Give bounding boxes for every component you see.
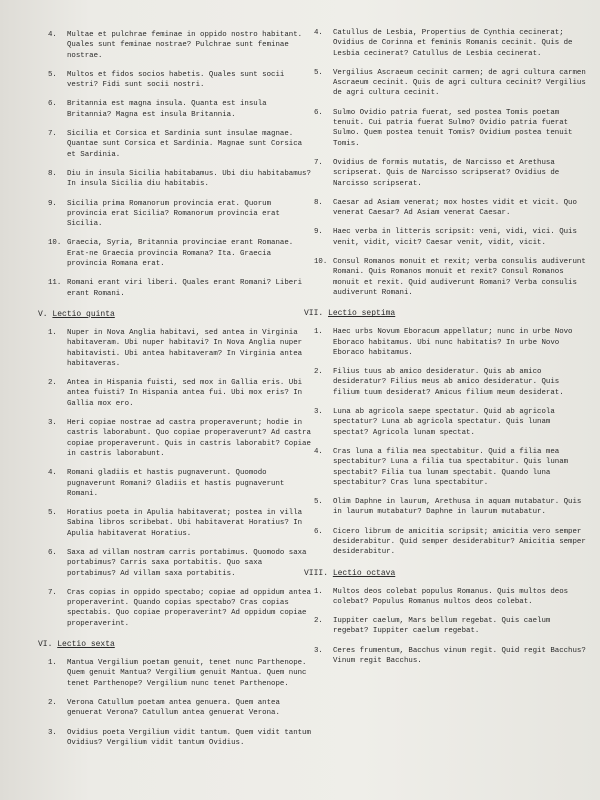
exercise-item <box>48 99 313 120</box>
exercise-item <box>314 327 586 358</box>
exercise-number: 6. <box>314 527 323 536</box>
exercise-item <box>314 198 586 219</box>
exercise-number: 6. <box>48 100 57 109</box>
group-vi-continued-list <box>314 28 586 298</box>
exercise-number: 9. <box>314 228 323 237</box>
section-title: Lectio octava <box>332 568 396 578</box>
exercise-text: Caesar ad Asiam venerat; mox hostes vidit et vicit. Quo venerat Caesar? Ad Asiam venerat Caesar. <box>333 198 577 218</box>
exercise-item <box>314 447 586 488</box>
exercise-text: Vergilius Ascraeum cecinit carmen; de agri cultura carmen Ascraeum cecinit. Quis de agri cultura cecinit? Vergilius de agri cultura cecinit. <box>333 68 586 98</box>
exercise-number: 4. <box>314 29 323 37</box>
exercise-text: Diu in insula Sicilia habitabamus. Ubi diu habitabamus? In insula Sicilia diu habitabis. <box>67 169 311 189</box>
exercise-text: Romani erant viri liberi. Quales erant Romani? Liberi erant Romani. <box>67 279 303 298</box>
exercise-item <box>314 68 586 99</box>
exercise-number: 2. <box>314 368 323 377</box>
section-viii-heading <box>304 568 586 579</box>
exercise-number: 11. <box>48 279 62 288</box>
exercise-text: Horatius poeta in Apulia habitaverat; postea in villa Sabina libros scribebat. Ubi habitaverat Horatius? In Apulia habitaverat Horatius. <box>67 509 303 538</box>
exercise-item <box>48 129 313 160</box>
exercise-number: 6. <box>48 548 57 557</box>
exercise-number: 8. <box>48 169 57 178</box>
exercise-item <box>48 199 313 230</box>
exercise-text: Graecia, Syria, Britannia provinciae erant Romanae. Erat-ne Graecia provincia Romana? Ita. Graecia provincia Romana erat. <box>67 239 294 269</box>
exercise-number: 1. <box>314 587 323 596</box>
exercise-number: 1. <box>314 328 323 337</box>
section-vi-list <box>48 658 313 748</box>
exercise-number: 8. <box>314 198 323 207</box>
exercise-number: 5. <box>48 509 57 518</box>
exercise-number: 7. <box>314 158 323 167</box>
exercise-item <box>48 278 313 299</box>
left-column <box>38 30 313 757</box>
exercise-item <box>48 169 313 190</box>
exercise-item <box>48 30 313 61</box>
exercise-item <box>314 497 586 518</box>
exercise-item <box>314 616 586 637</box>
section-vii-list <box>314 327 586 557</box>
exercise-text: Luna ab agricola saepe spectatur. Quid ab agricola spectatur? Luna ab agricola spectatur. Quis lunam spectat? Agricola lunam spectat. <box>333 408 555 437</box>
exercise-text: Saxa ad villam nostram carris portabimus. Quomodo saxa portabimus? Carris saxa portabitis. Quo saxa portabimus? Ad villam saxa portabitis. <box>67 548 307 578</box>
exercise-item <box>48 728 313 749</box>
exercise-item <box>48 658 313 689</box>
exercise-number: 2. <box>48 379 57 388</box>
exercise-number: 3. <box>314 408 323 417</box>
exercise-text: Consul Romanos monuit et rexit; verba consulis audiverunt Romani. Quis Romanos monuit et rexit? Consul Romanos monuit et rexit. Quid audiverunt Romani? Verba consulis audiverunt Romani. <box>333 258 586 297</box>
exercise-text: Multos deos colebat populus Romanus. Quis multos deos colebat? Populus Romanus multos deos colebat. <box>333 587 569 606</box>
exercise-text: Filius tuus ab amico desideratur. Quis ab amico desideratur? Filius meus ab amico desideratur. Quis filium tuum desiderat? Amicus filium meum desiderat. <box>333 368 564 397</box>
exercise-text: Verona Catullum poetam antea genuera. Quem antea genuerat Verona? Catullum antea genuerat Verona. <box>67 698 280 718</box>
exercise-item <box>48 468 313 499</box>
exercise-number: 7. <box>48 130 57 139</box>
exercise-text: Sulmo Ovidio patria fuerat, sed postea Tomis poetam tenuit. Cui patria fuerat Sulmo? Ovidio patria fuerat Sulmo. Quem postea tenuit Tomis? Ovidium postea tenuit Tomis. <box>333 108 573 148</box>
exercise-text: Ovidius de formis mutatis, de Narcisso et Arethusa scripserat. Quis de Narcisso scripserat? Ovidius de Narcisso scripserat. <box>333 158 560 188</box>
exercise-item <box>314 527 586 558</box>
right-column <box>304 28 586 675</box>
exercise-item <box>314 407 586 438</box>
exercise-item <box>314 367 586 398</box>
exercise-text: Cras luna a filia mea spectabitur. Quid a filia mea spectabitur? Luna a filia tua spectabitur. Quis lunam spectabit? Filia tua lunam spectabit. Quando luna spectabitur? Cras luna spectabitur. <box>333 447 569 487</box>
exercise-item <box>314 28 586 59</box>
exercise-number: 5. <box>48 70 57 79</box>
exercise-number: 2. <box>48 698 57 707</box>
exercise-number: 1. <box>48 659 57 668</box>
exercise-item <box>48 508 313 539</box>
exercise-text: Sicilia prima Romanorum provincia erat. Quorum provincia erat Sicilia? Romanorum provincia erat Sicilia. <box>67 199 280 229</box>
exercise-text: Haec urbs Novum Eboracum appellatur; nunc in urbe Novo Eboraco habitamus. Ubi nunc habitatis? In urbe Novo Eboraco habitamus. <box>333 328 573 357</box>
exercise-item <box>314 158 586 189</box>
exercise-item <box>48 328 313 369</box>
section-v-list <box>48 328 313 629</box>
section-vi-heading <box>38 639 313 650</box>
exercise-number: 5. <box>314 68 323 77</box>
exercise-item <box>314 108 586 149</box>
exercise-text: Mantua Vergilium poetam genuit, tenet nunc Parthenope. Quem genuit Mantua? Vergilium genuit Mantua. Quem nunc tenet Parthenope? Vergilium nunc tenet Parthenope. <box>67 659 307 688</box>
exercise-item <box>48 70 313 91</box>
exercise-text: Iuppiter caelum, Mars bellum regebat. Quis caelum regebat? Iuppiter caelum regebat. <box>333 617 551 636</box>
exercise-number: 4. <box>48 469 57 478</box>
exercise-text: Ceres frumentum, Bacchus vinum regit. Quid regit Bacchus? Vinum regit Bacchus. <box>333 646 586 666</box>
section-v-heading <box>38 309 313 320</box>
exercise-item <box>48 238 313 269</box>
exercise-text: Antea in Hispania fuisti, sed mox in Gallia eris. Ubi antea fuisti? In Hispania antea fui. Ubi mox eris? In Gallia mox ero. <box>67 379 303 408</box>
section-title: Lectio septima <box>328 309 396 319</box>
section-number: VII. <box>304 309 324 319</box>
exercise-text: Multos et fidos socios habetis. Quales sunt socii vestri? Fidi sunt socii nostri. <box>67 70 285 90</box>
exercise-item <box>314 257 586 298</box>
section-title: Lectio sexta <box>57 640 115 650</box>
exercise-item <box>48 418 313 459</box>
exercise-text: Britannia est magna insula. Quanta est insula Britannia? Magna est insula Britannia. <box>67 100 267 119</box>
exercise-number: 5. <box>314 498 323 507</box>
section-number: V. <box>38 309 48 319</box>
exercise-text: Ovidius poeta Vergilium vidit tantum. Quem vidit tantum Ovidius? Vergilium vidit tantum Ovidius. <box>67 728 311 747</box>
exercise-number: 1. <box>48 328 57 337</box>
section-number: VIII. <box>304 568 329 578</box>
exercise-text: Cicero librum de amicitia scripsit; amicitia vero semper desiderabitur. Quid semper desiderabitur? Amicitia semper desiderabitur. <box>333 527 586 557</box>
exercise-number: 10. <box>48 239 62 248</box>
exercise-text: Romani gladiis et hastis pugnaverunt. Quomodo pugnaverunt Romani? Gladiis et hastis pugnaverunt Romani. <box>67 469 285 498</box>
exercise-text: Heri copiae nostrae ad castra properaverunt; hodie in castris laborabunt. Quo copiae properaverunt? Ad castra copiae properaverunt. Quis in castris laborabit? Copiae in castris laborabunt. <box>67 419 311 458</box>
section-viii-list <box>314 587 586 667</box>
exercise-text: Olim Daphne in laurum, Arethusa in aquam mutabatur. Quis in laurum mutabatur? Daphne in laurum mutabatur. <box>333 498 582 517</box>
exercise-number: 3. <box>48 419 57 428</box>
exercise-number: 3. <box>48 728 57 737</box>
exercise-number: 2. <box>314 617 323 626</box>
exercise-text: Nuper in Nova Anglia habitavi, sed antea in Virginia habitaveram. Ubi nuper habitavi? In Nova Anglia nuper habitavisti. Ubi antea habitaveram? In Virginia antea habitaveras. <box>67 328 303 368</box>
exercise-text: Catullus de Lesbia, Propertius de Cynthia cecinerat; Ovidius de Corinna et feminis Romanis cecinit. Quis de Lesbia cecinerat? Catullus de Lesbia cecinerat. <box>333 29 573 58</box>
exercise-text: Cras copias in oppido spectabo; copiae ad oppidum antea properaverint. Quando copias spectabo? Cras copias spectabis. Quo copiae properaverint? Ad oppidum copiae properaverint. <box>67 588 311 628</box>
exercise-text: Sicilia et Corsica et Sardinia sunt insulae magnae. Quantae sunt Corsica et Sardinia. Magnae sunt Corsica et Sardinia. <box>67 130 303 159</box>
exercise-number: 4. <box>48 31 57 39</box>
section-number: VI. <box>38 640 53 650</box>
exercise-item <box>48 588 313 629</box>
exercise-number: 4. <box>314 447 323 456</box>
exercise-text: Haec verba in litteris scripsit: veni, vidi, vici. Quis venit, vidit, vicit? Caesar venit, vidit, vicit. <box>333 228 577 247</box>
exercise-item <box>48 378 313 409</box>
exercise-item <box>314 227 586 248</box>
exercise-number: 10. <box>314 258 328 267</box>
exercise-item <box>314 587 586 608</box>
exercise-number: 6. <box>314 108 323 117</box>
exercise-item <box>314 646 586 667</box>
section-title: Lectio quinta <box>52 309 115 319</box>
exercise-item <box>48 548 313 579</box>
exercise-number: 7. <box>48 588 57 597</box>
exercise-number: 9. <box>48 199 57 208</box>
exercise-number: 3. <box>314 646 323 655</box>
exercise-item <box>48 698 313 719</box>
exercise-text: Multae et pulchrae feminae in oppido nostro habitant. Quales sunt feminae nostrae? Pulchrae sunt feminae nostrae. <box>67 31 303 60</box>
group-iv-list <box>48 30 313 299</box>
section-vii-heading <box>304 308 586 319</box>
